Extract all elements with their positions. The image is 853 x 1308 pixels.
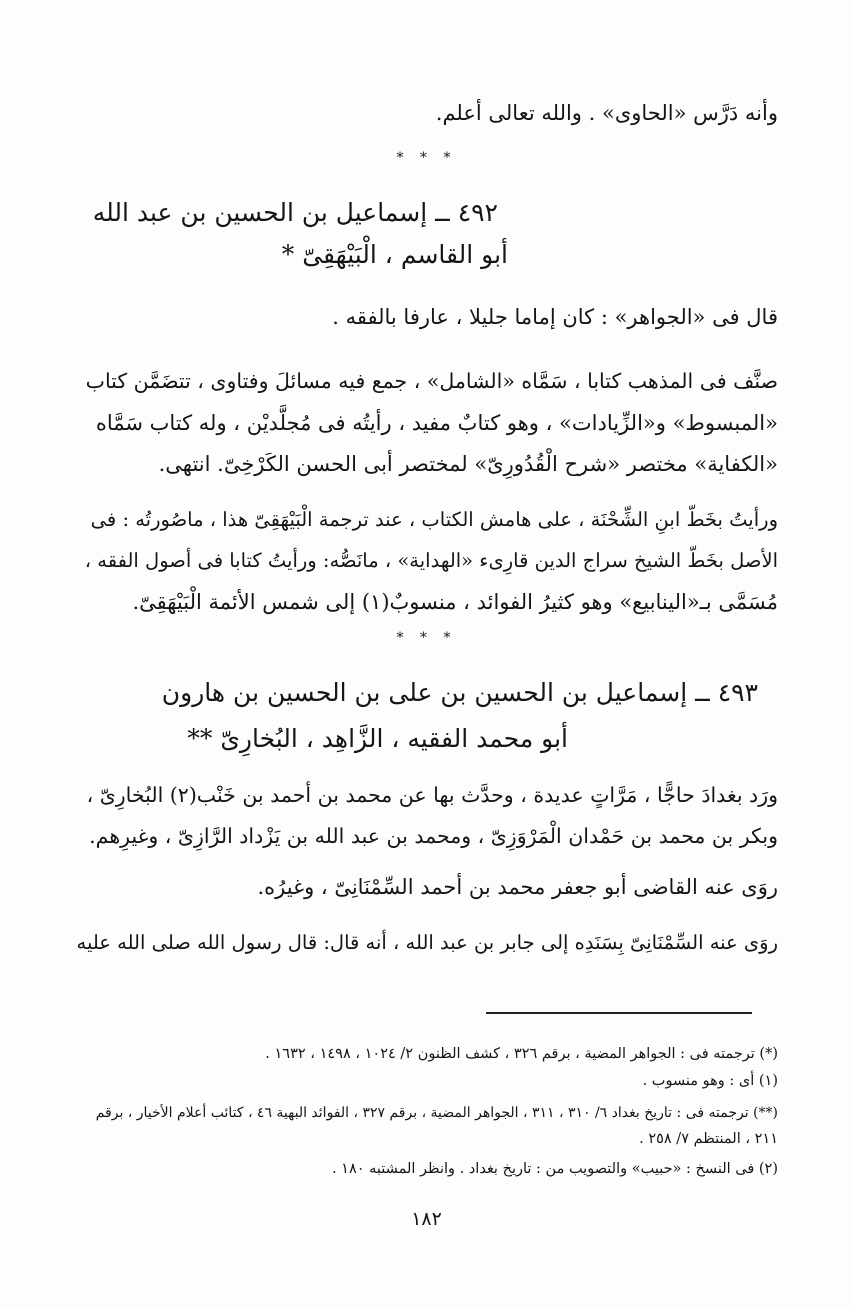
entry-subheading-493: أبو محمد الفقيه ، الزَّاهِد ، البُخارِىّ ** xyxy=(187,724,568,753)
text-line: قال فى «الجواهر» : كان إماما جليلا ، عارفا بالفقه . xyxy=(332,305,778,329)
text-line: الأصل بخَطّ الشيخ سراج الدين قارِىء «الهداية» ، مانَصُّه: ورأيتُ كتابا فى أصول الفقه ، xyxy=(84,549,778,572)
text-line: ورأيتُ بخَطّ ابنِ الشِّحْنَة ، على هامش الكتاب ، عند ترجمة الْبَيْهَقِىّ هذا ، ماصُورتُه : فى xyxy=(90,508,778,531)
footnote: ٢١١ ، المنتظم ٧/ ٢٥٨ . xyxy=(639,1131,778,1147)
text-line: مُسَمَّى بـ«الينابيع» وهو كثيرُ الفوائد ، منسوبٌ(١) إلى شمس الأئمة الْبَيْهَقِىّ. xyxy=(132,590,778,614)
text-line: ورَد بغدادَ حاجًّا ، مَرَّاتٍ عديدة ، وحدَّث بها عن محمد بن أحمد بن خَنْب(٢) البُخارِىّ ، xyxy=(86,783,778,807)
entry-subheading-492: أبو القاسم ، الْبَيْهَقِىّ * xyxy=(281,240,508,269)
section-separator: * * * xyxy=(396,150,457,166)
footnote: (٢) فى النسخ : «حبيب» والتصويب من : تاريخ بغداد . وانظر المشتبه ١٨٠ . xyxy=(331,1161,778,1177)
entry-heading-493: ٤٩٣ ــ إسماعيل بن الحسين بن على بن الحسين بن هارون xyxy=(161,678,758,707)
section-separator: * * * xyxy=(396,630,457,646)
entry-heading-492: ٤٩٢ ــ إسماعيل بن الحسين بن عبد الله xyxy=(92,198,498,227)
text-line: وأنه دَرَّس «الحاوى» . والله تعالى أعلم. xyxy=(435,101,778,125)
footnote-divider xyxy=(486,1012,752,1014)
footnote: (*) ترجمته فى : الجواهر المضية ، برقم ٣٢٦ ، كشف الظنون ٢/ ١٠٢٤ ، ١٤٩٨ ، ١٦٣٢ . xyxy=(265,1046,778,1062)
text-line: روَى عنه السِّمْنَانِىّ بِسَنَدِه إلى جابر بن عبد الله ، أنه قال: قال رسول الله صلى الله عليه xyxy=(76,931,778,954)
page-number: ١٨٢ xyxy=(411,1208,442,1230)
text-line: روَى عنه القاضى أبو جعفر محمد بن أحمد السِّمْنَانِىّ ، وغيرُه. xyxy=(257,875,778,899)
text-line: صنَّف فى المذهب كتابا ، سَمَّاه «الشامل» ، جمع فيه مسائلَ وفتاوى ، تتضَمَّن كتاب xyxy=(85,369,778,393)
footnote: (**) ترجمته فى : تاريخ بغداد ٦/ ٣١٠ ، ٣١١ ، الجواهر المضية ، برقم ٣٢٧ ، الفوائد البهية ٤٦ ، كتائب أعلام الأخيار ، برقم xyxy=(95,1105,778,1121)
text-line: «المبسوط» و«الزِّيادات» ، وهو كتابٌ مفيد ، رأيتُه فى مُجلَّديْن ، وله كتاب سَمَّاه xyxy=(95,411,778,435)
text-line: وبكر بن محمد بن حَمْدان الْمَرْوَزِىّ ، ومحمد بن عبد الله بن يَزْداد الرَّازِىّ ، وغيرِهم. xyxy=(89,824,778,848)
text-line: «الكفاية» مختصر «شرح الْقُدُورِىّ» لمختصر أبى الحسن الكَرْخِىّ. انتهى. xyxy=(158,452,778,476)
footnote: (١) أى : وهو منسوب . xyxy=(642,1073,778,1089)
